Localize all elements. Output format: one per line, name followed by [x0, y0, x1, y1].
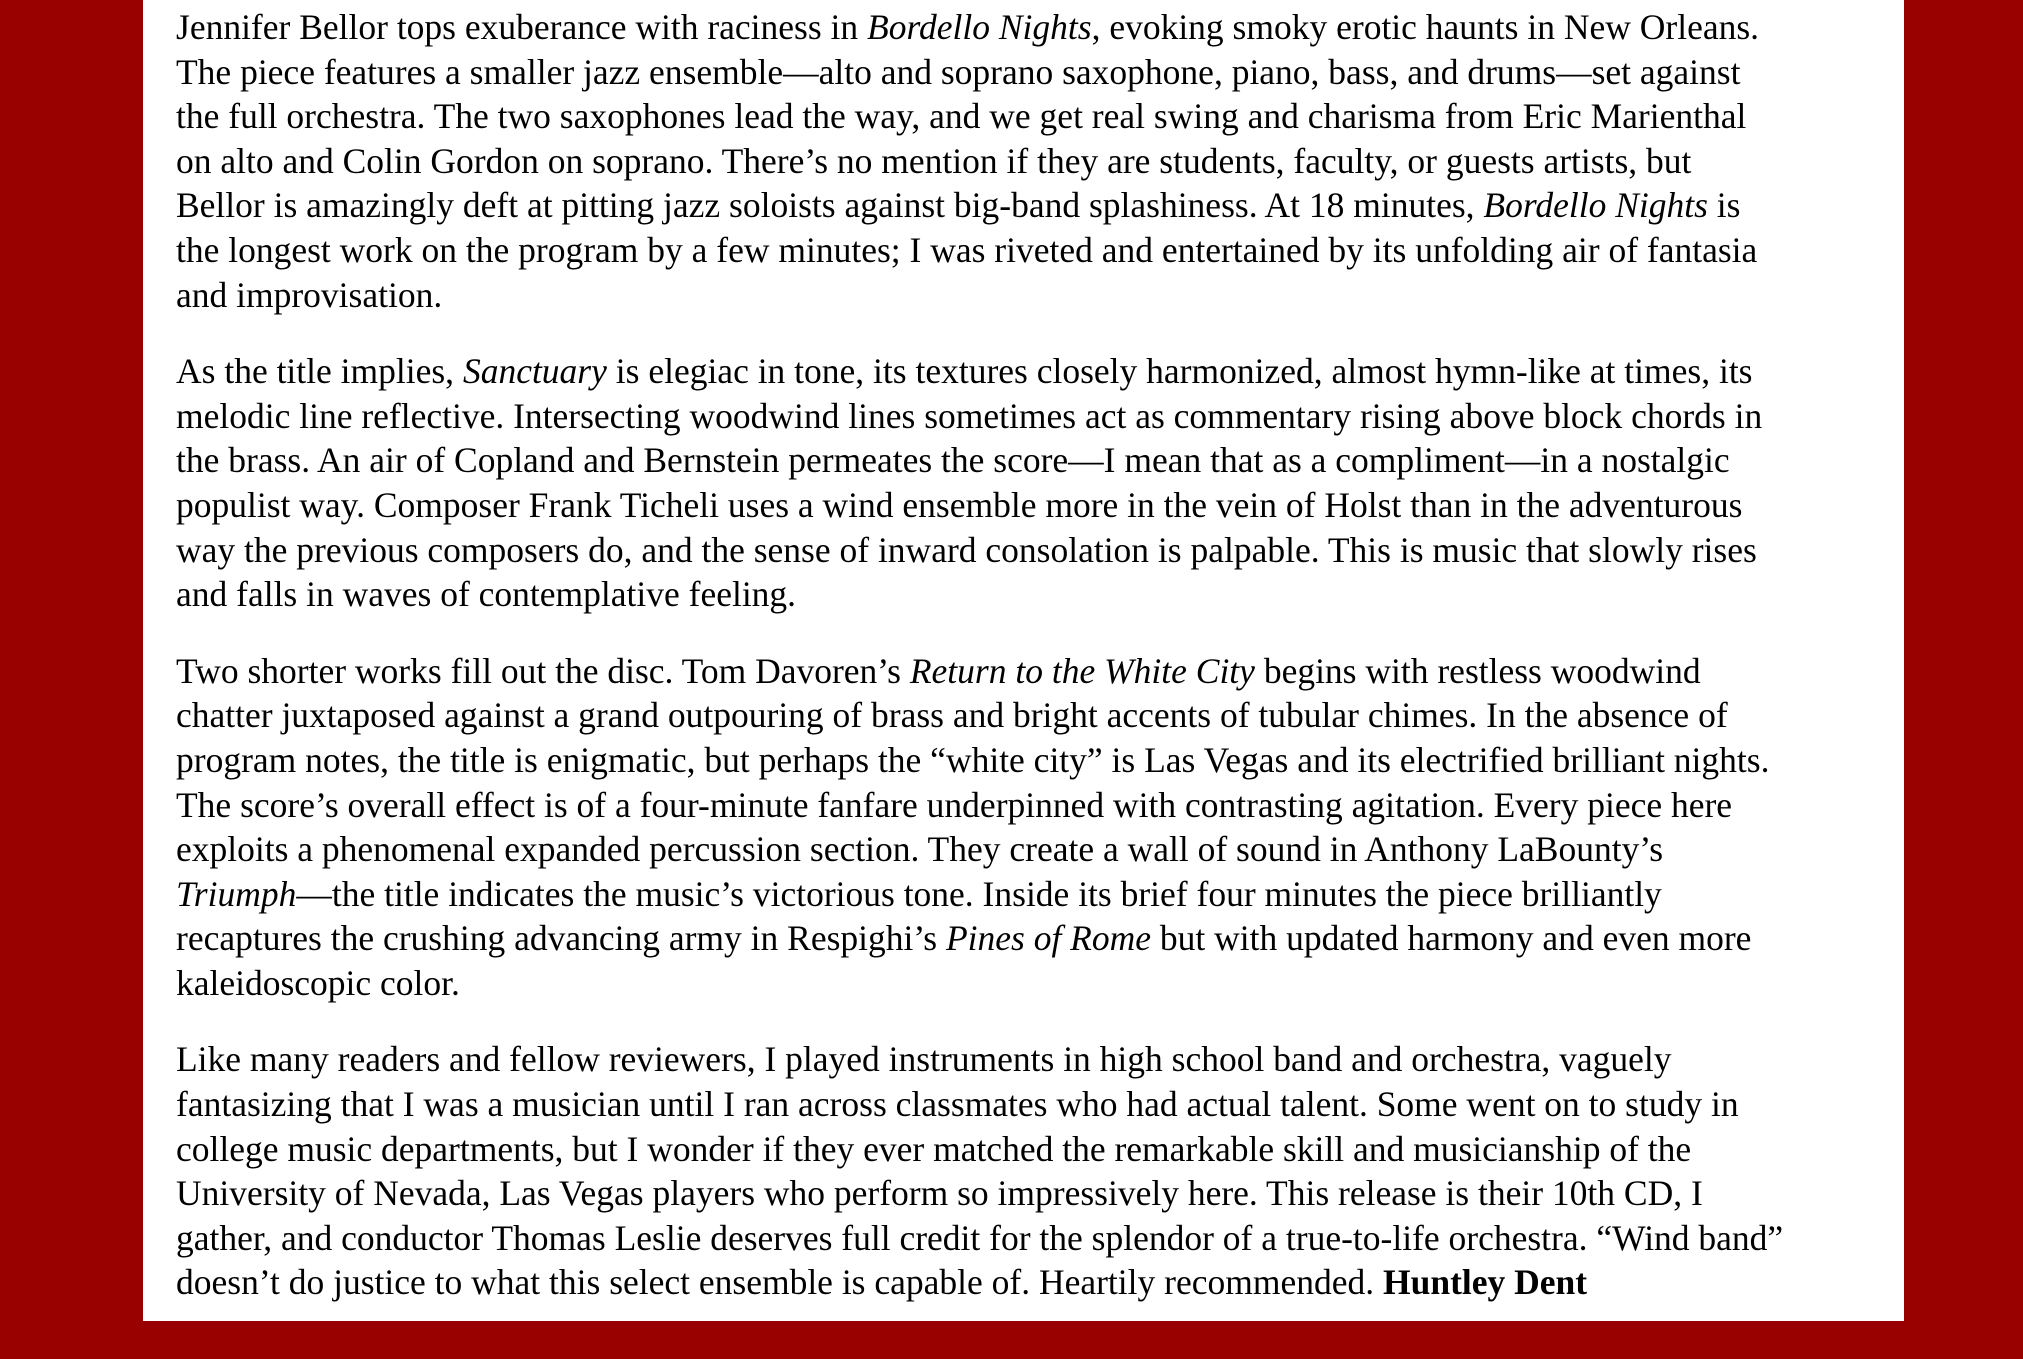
- text-line: but with updated harmony and even more: [1151, 918, 1752, 959]
- text-line: the brass. An air of Copland and Bernstein permeates the score—I mean that as a compliment—in a nostalgic: [176, 440, 1730, 481]
- text-line: Like many readers and fellow reviewers, I played instruments in high school band and orchestra, vaguely: [176, 1039, 1672, 1080]
- text-line: is elegiac in tone, its textures closely harmonized, almost hymn-like at times, its: [606, 351, 1753, 392]
- text-line: Two shorter works fill out the disc. Tom Davoren’s: [176, 650, 910, 691]
- work-title: Return to the White City: [909, 650, 1255, 691]
- text-line: doesn’t do justice to what this select ensemble is capable of. Heartily recommended.: [176, 1262, 1383, 1303]
- text-line: begins with restless woodwind: [1254, 650, 1701, 691]
- review-article: [176, 5, 1896, 1337]
- paragraph-shorter-works: [176, 649, 1896, 1006]
- text-line: program notes, the title is enigmatic, but perhaps the “white city” is Las Vegas and its electrified brilliant nights.: [176, 739, 1770, 780]
- review-page: [143, 0, 1904, 1321]
- text-line: way the previous composers do, and the sense of inward consolation is palpable. This is music that slowly rises: [176, 529, 1757, 570]
- text-line: and falls in waves of contemplative feeling.: [176, 574, 797, 615]
- text-line: and improvisation.: [176, 274, 443, 315]
- text-line: As the title implies,: [176, 351, 463, 392]
- text-line: exploits a phenomenal expanded percussion section. They create a wall of sound in Anthony LaBounty’s: [176, 829, 1664, 870]
- text-line: the full orchestra. The two saxophones lead the way, and we get real swing and charisma from Eric Marienthal: [176, 96, 1747, 137]
- paragraph-bordello-nights: [176, 5, 1896, 317]
- text-line: kaleidoscopic color.: [176, 962, 460, 1003]
- text-line: —the title indicates the music’s victorious tone. Inside its brief four minutes the piece brilliantly: [296, 873, 1662, 914]
- text-line: recaptures the crushing advancing army in Respighi’s: [176, 918, 946, 959]
- text-line: The score’s overall effect is of a four-minute fanfare underpinned with contrasting agitation. Every piece here: [176, 784, 1733, 825]
- text-line: melodic line reflective. Intersecting woodwind lines sometimes act as commentary rising above block chords in: [176, 395, 1763, 436]
- text-line: college music departments, but I wonder if they ever matched the remarkable skill and musicianship of the: [176, 1128, 1692, 1169]
- text-line: Bellor is amazingly deft at pitting jazz soloists against big-band splashiness. At 18 minutes,: [176, 185, 1484, 226]
- text-line: the longest work on the program by a few minutes; I was riveted and entertained by its unfolding air of fantasia: [176, 229, 1758, 270]
- text-line: fantasizing that I was a musician until I ran across classmates who had actual talent. Some went on to study in: [176, 1084, 1739, 1125]
- work-title: Bordello Nights: [867, 7, 1092, 47]
- work-title: Pines of Rome: [945, 918, 1152, 959]
- text-line: is: [1707, 185, 1741, 226]
- text-line: populist way. Composer Frank Ticheli uses a wind ensemble more in the vein of Holst than in the adventurous: [176, 484, 1743, 525]
- text-line: on alto and Colin Gordon on soprano. There’s no mention if they are students, faculty, or guests artists, but: [176, 140, 1692, 181]
- text-line: chatter juxtaposed against a grand outpouring of brass and bright accents of tubular chimes. In the absence of: [176, 695, 1728, 736]
- paragraph-sanctuary: [176, 349, 1896, 617]
- text-line: gather, and conductor Thomas Leslie deserves full credit for the splendor of a true-to-life orchestra. “Wind band”: [176, 1217, 1784, 1258]
- work-title: Bordello Nights: [1483, 185, 1708, 226]
- paragraph-conclusion: [176, 1037, 1896, 1305]
- text-line: , evoking smoky erotic haunts in New Orleans.: [1091, 7, 1760, 47]
- work-title: Triumph: [176, 873, 297, 914]
- text-line: Jennifer Bellor tops exuberance with raciness in: [176, 7, 868, 47]
- review-author: Huntley Dent: [1382, 1262, 1588, 1303]
- text-line: The piece features a smaller jazz ensemble—alto and soprano saxophone, piano, bass, and drums—set against: [176, 51, 1741, 92]
- work-title: Sanctuary: [462, 351, 607, 392]
- text-line: University of Nevada, Las Vegas players who perform so impressively here. This release is their 10th CD, I: [176, 1173, 1703, 1214]
